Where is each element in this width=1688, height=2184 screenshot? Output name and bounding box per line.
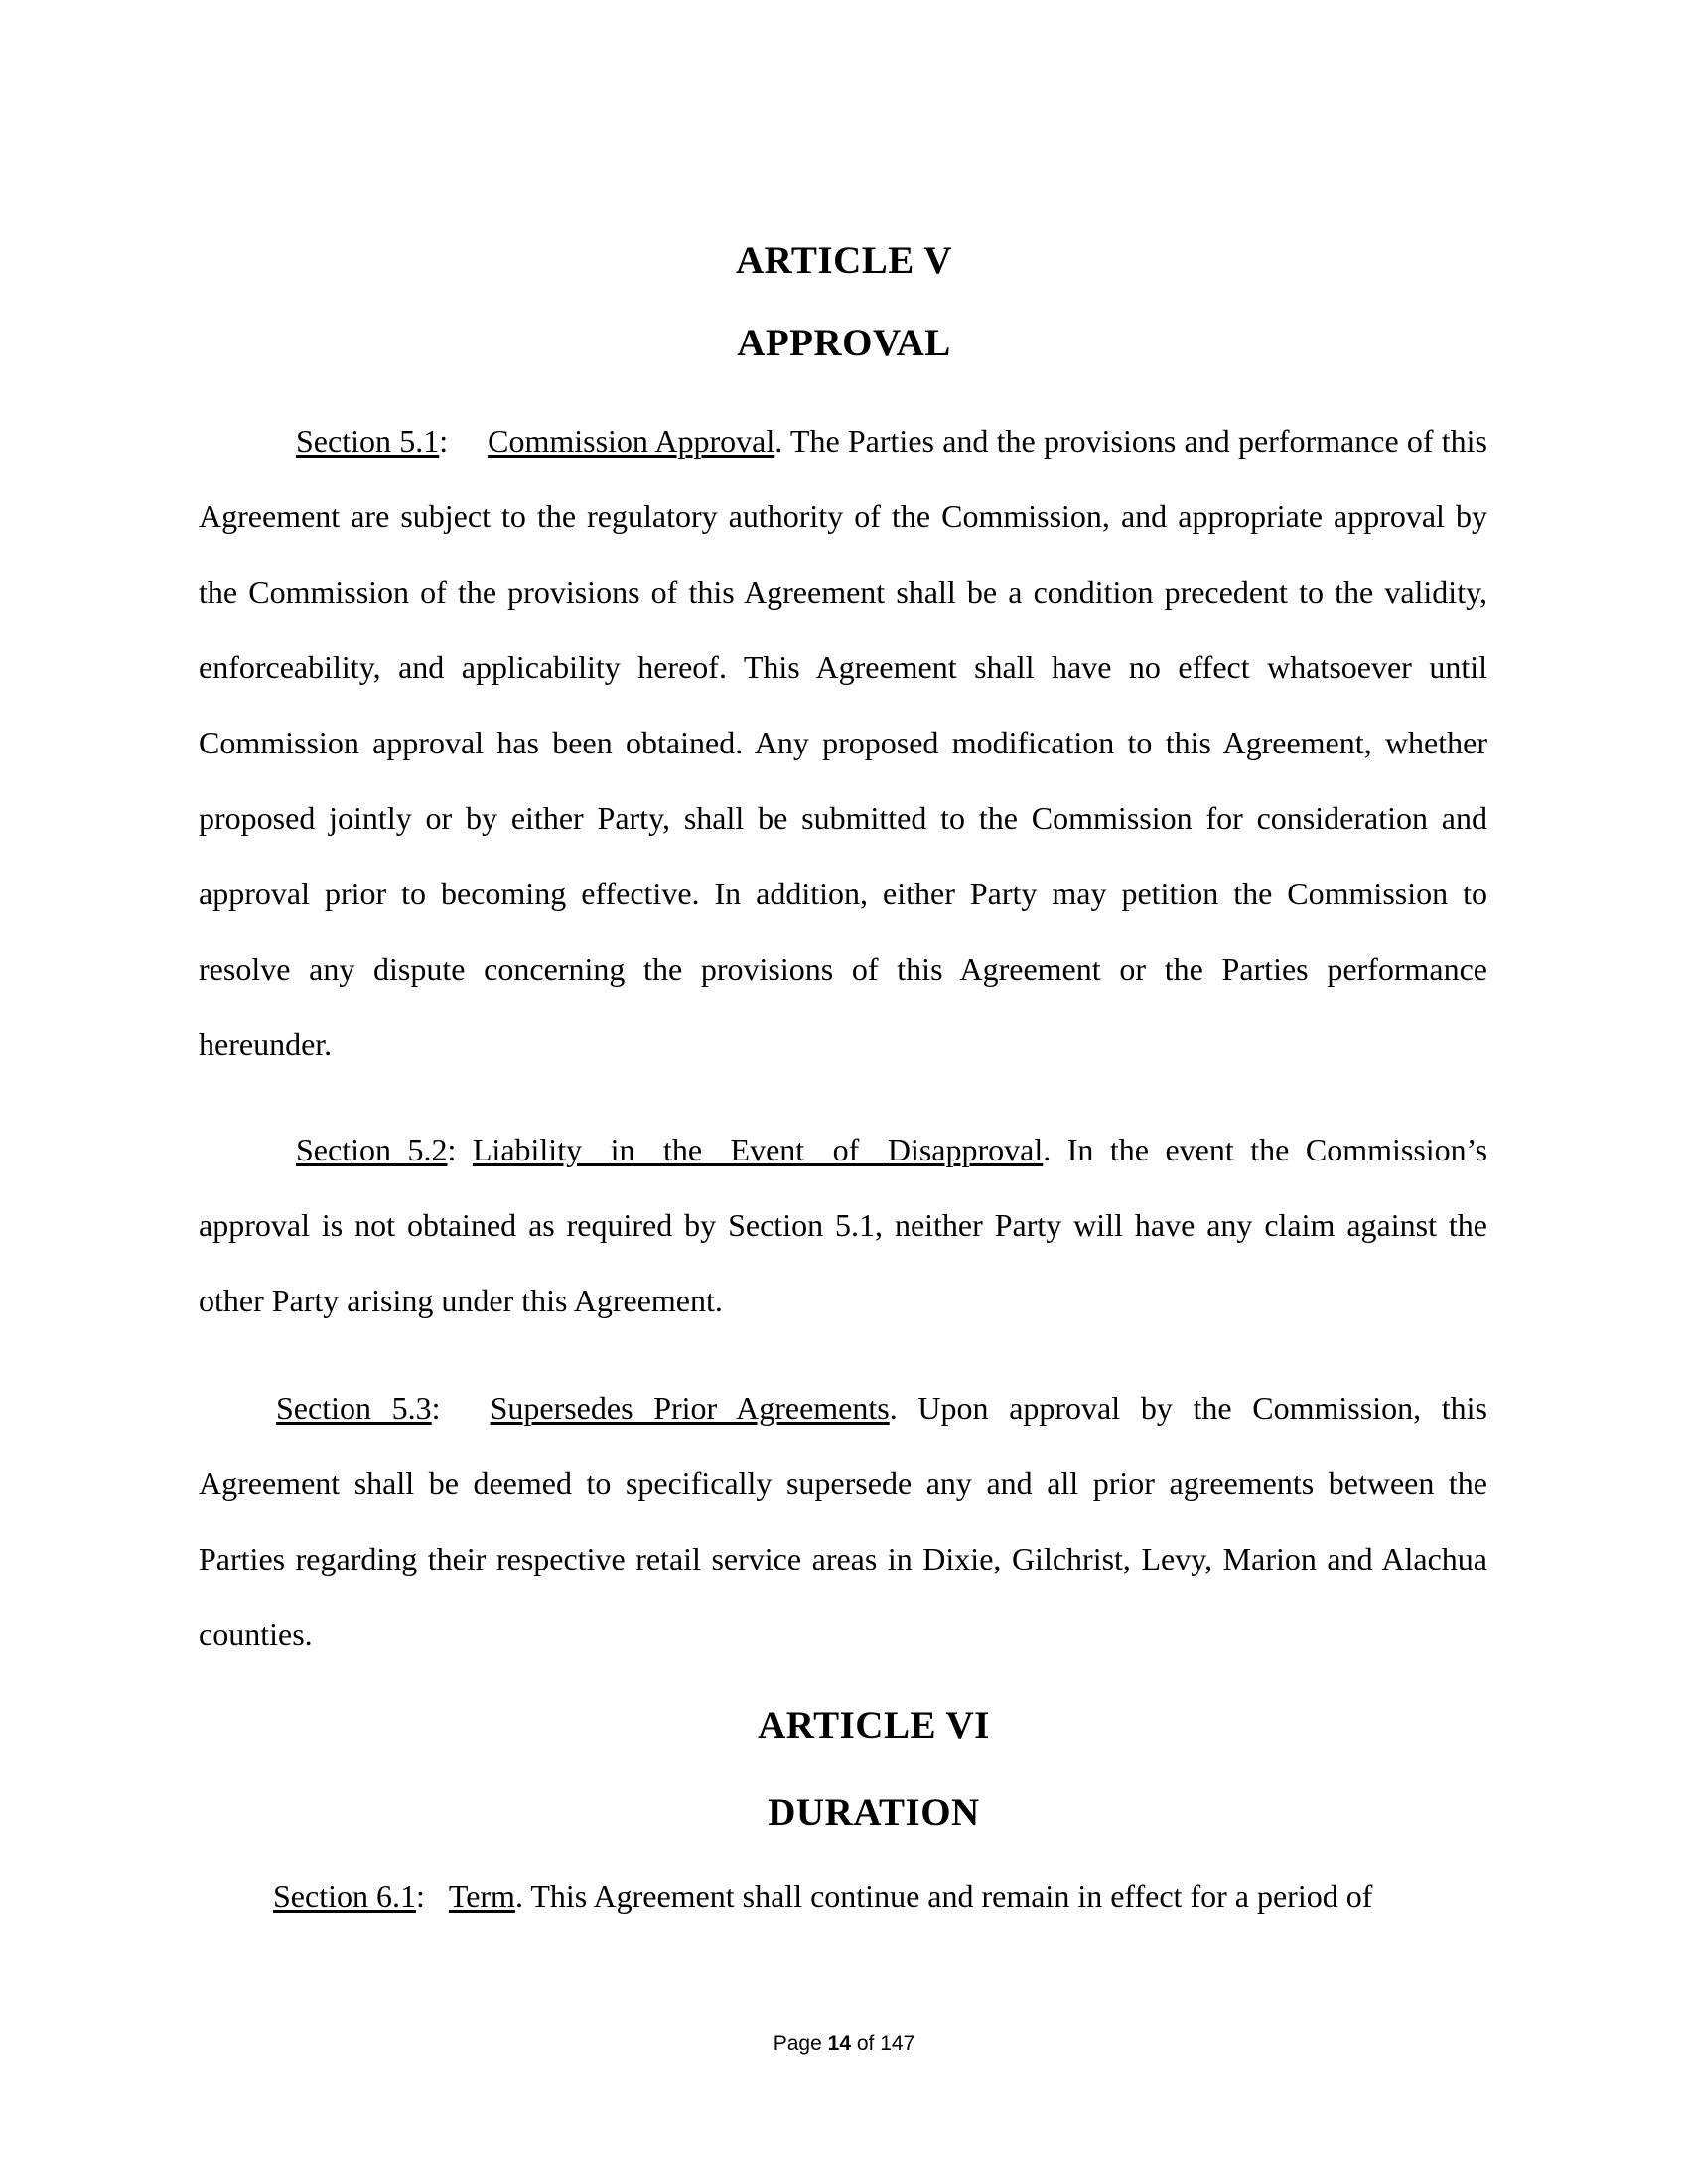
section-6-1-number: Section 6.1 (273, 1878, 416, 1914)
footer-of: of (856, 2032, 875, 2055)
section-6-1-title: Term (448, 1878, 515, 1914)
section-5-1-sep: : (439, 423, 449, 459)
footer-total-pages: 147 (880, 2032, 915, 2055)
section-6-1 (199, 1858, 1487, 1934)
section-5-2-title: Liability in the Event of Disapproval (472, 1132, 1044, 1167)
page-number-footer (0, 2032, 1688, 2056)
section-5-2-body: . In the event the Commission’s approval is not obtained as required by Section 5.1, neither Party will have any claim against the other Party arising under this Agreement. (199, 1132, 1488, 1318)
section-5-1 (199, 403, 1487, 1082)
article-vi-heading: ARTICLE VI (758, 1705, 990, 1747)
section-5-1-title: Commission Approval (488, 423, 775, 459)
section-5-3-sep: : (431, 1390, 441, 1426)
duration-heading: DURATION (768, 1791, 980, 1834)
section-5-3-title: Supersedes Prior Agreements (490, 1390, 890, 1426)
section-5-3-number: Section 5.3 (276, 1390, 432, 1426)
approval-heading: APPROVAL (737, 322, 951, 364)
section-5-3-body: . Upon approval by the Commission, this Agreement shall be deemed to specifically supersede any and all prior agreements between the Parties regarding their respective retail service areas in Dixie, Gilchrist, Levy, Marion and Alachua counties. (199, 1390, 1488, 1652)
footer-prefix: Page (773, 2032, 822, 2055)
section-6-1-body: . This Agreement shall continue and remain in effect for a period of (514, 1878, 1373, 1914)
section-5-1-body: . The Parties and the provisions and performance of this Agreement are subject to the regulatory authority of the Commission, and appropriate approval by the Commission of the provisions of this Agreement shall be a condition precedent to the validity, enforceability, and applicability hereof. This Agreement shall have no effect whatsoever until Commission approval has been obtained. Any proposed modification to this Agreement, whether proposed jointly or by either Party, shall be submitted to the Commission for consideration and approval prior to becoming effective. In addition, either Party may petition the Commission to resolve any dispute concerning the provisions of this Agreement or the Parties performance hereunder. (199, 423, 1488, 1062)
section-5-2-number: Section 5.2 (296, 1132, 448, 1167)
section-5-3 (199, 1370, 1487, 1672)
article-v-heading: ARTICLE V (735, 239, 953, 282)
section-6-1-sep: : (415, 1878, 425, 1914)
section-5-1-number: Section 5.1 (296, 423, 440, 459)
section-5-2-sep: : (447, 1132, 457, 1167)
footer-current-page: 14 (827, 2032, 851, 2055)
section-5-2 (199, 1112, 1487, 1338)
